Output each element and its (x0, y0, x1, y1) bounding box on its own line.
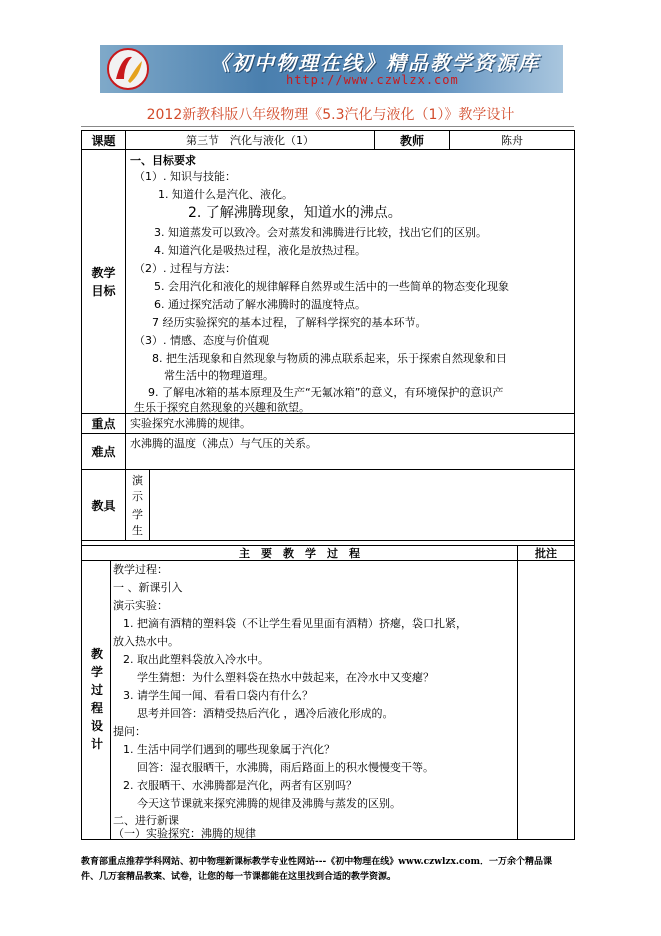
banner-title: 《初中物理在线》精品教学资源库 (210, 51, 540, 75)
process-content-cell (110, 560, 518, 840)
document-title: 2012新教科版八年级物理《5.3汽化与液化（1）》教学设计 (146, 107, 515, 123)
process-line: 今天这节课就来探究沸腾的规律及沸腾与蒸发的区别。 (137, 797, 401, 810)
tools-char: 学 (132, 508, 143, 521)
process-line: 二、进行新课 (113, 814, 179, 827)
teacher-label: 教师 (374, 130, 450, 150)
objective-item-continued: 生乐于探究自然现象的兴趣和欲望。 (134, 401, 310, 414)
page-footer (81, 855, 581, 885)
key-value: 实验探究水沸腾的规律。 (125, 413, 575, 434)
banner-url[interactable]: http://www.czwlzx.com (286, 73, 459, 87)
objective-item-continued: 常生活中的物理道理。 (164, 369, 274, 382)
footer-line: 教育部重点推荐学科网站、初中物理新课标教学专业性网站---《初中物理在线》www.czwlzx.com．一万余个精品课 (81, 857, 553, 867)
process-header: 主 要 教 学 过 程 (81, 545, 518, 561)
process-line: 思考并回答：酒精受热后汽化 ，遇冷后液化形成的。 (137, 707, 394, 720)
subject-value: 第三节 汽化与液化（1） (125, 130, 375, 150)
difficulty-value: 水沸腾的温度（沸点）与气压的关系。 (125, 433, 575, 470)
objective-item: 9. 了解电冰箱的基本原理及生产“无氟冰箱”的意义，有环境保护的意识产 (148, 386, 504, 399)
tools-char: 生 (132, 524, 143, 537)
process-label-cell (81, 560, 111, 840)
objective-item: 2. 了解沸腾现象，知道水的沸点。 (188, 205, 402, 221)
objective-item: 5. 会用汽化和液化的规律解释自然界或生活中的一些简单的物态变化现象 (154, 280, 509, 293)
objective-item: 7 经历实验探究的基本过程，了解科学探究的基本环节。 (152, 316, 427, 329)
objective-item: 1. 知道什么是汽化、液化。 (158, 188, 293, 201)
process-line: （一）实验探究：沸腾的规律 (113, 827, 256, 840)
tools-value-cell (125, 469, 150, 541)
key-label: 重点 (81, 413, 126, 434)
objective-item: 8. 把生活现象和自然现象与物质的沸点联系起来，乐于探索自然现象和日 (152, 352, 507, 365)
footer-line: 件、几万套精品教案、试卷，让您的每一节课都能在这里找到合适的教学资源。 (81, 872, 397, 882)
difficulty-label: 难点 (81, 433, 126, 470)
site-banner (100, 45, 563, 93)
process-line: 回答：湿衣服晒干，水沸腾，雨后路面上的积水慢慢变干等。 (137, 761, 434, 774)
site-logo-icon (106, 47, 150, 91)
process-line: 演示实验： (113, 599, 168, 612)
tools-char: 演 (132, 474, 143, 487)
process-line: 教学过程： (113, 563, 168, 576)
title-divider (81, 126, 574, 127)
tools-empty-cell (149, 469, 575, 541)
process-label-char: 设 (91, 719, 104, 733)
process-line: 2. 衣服晒干、水沸腾都是汽化，两者有区别吗？ (123, 779, 357, 792)
objective-item: 4. 知道汽化是吸热过程，液化是放热过程。 (154, 244, 366, 257)
process-label-char: 过 (91, 683, 104, 697)
process-label-char: 教 (91, 647, 104, 661)
process-line: 2. 取出此塑料袋放入冷水中。 (123, 653, 269, 666)
tools-char: 示 (132, 490, 143, 503)
objective-section: （3）. 情感、态度与价值观 (134, 334, 269, 347)
objective-section: （1）. 知识与技能： (134, 170, 236, 183)
objectives-heading: 一、目标要求 (130, 154, 196, 167)
objective-section: （2）. 过程与方法： (134, 262, 236, 275)
process-line: 放入热水中。 (113, 635, 179, 648)
process-line: 学生猜想：为什么塑料袋在热水中鼓起来，在冷水中又变瘪？ (137, 671, 434, 684)
process-line: 一 、新课引入 (113, 581, 183, 594)
process-line: 1. 把滴有酒精的塑料袋（不让学生看见里面有酒精）挤瘪，袋口扎紧， (123, 617, 467, 630)
objective-item: 6. 通过探究活动了解水沸腾时的温度特点。 (154, 298, 366, 311)
process-label-char: 学 (91, 665, 104, 679)
process-line: 1. 生活中同学们遇到的哪些现象属于汽化？ (123, 743, 335, 756)
process-label-char: 程 (91, 701, 104, 715)
objectives-label-text: 教学目标 (91, 265, 116, 298)
notes-header: 批注 (517, 545, 575, 561)
process-label-char: 计 (91, 737, 104, 751)
objectives-label (81, 149, 126, 414)
subject-label: 课题 (81, 130, 126, 150)
teacher-value: 陈舟 (449, 130, 575, 150)
notes-cell (517, 560, 575, 840)
process-line: 提问： (113, 725, 146, 738)
objective-item: 3. 知道蒸发可以致冷。会对蒸发和沸腾进行比较，找出它们的区别。 (154, 226, 487, 239)
tools-label: 教具 (81, 469, 126, 541)
process-line: 3. 请学生闻一闻、看看口袋内有什么？ (123, 689, 313, 702)
objectives-cell (125, 149, 575, 414)
